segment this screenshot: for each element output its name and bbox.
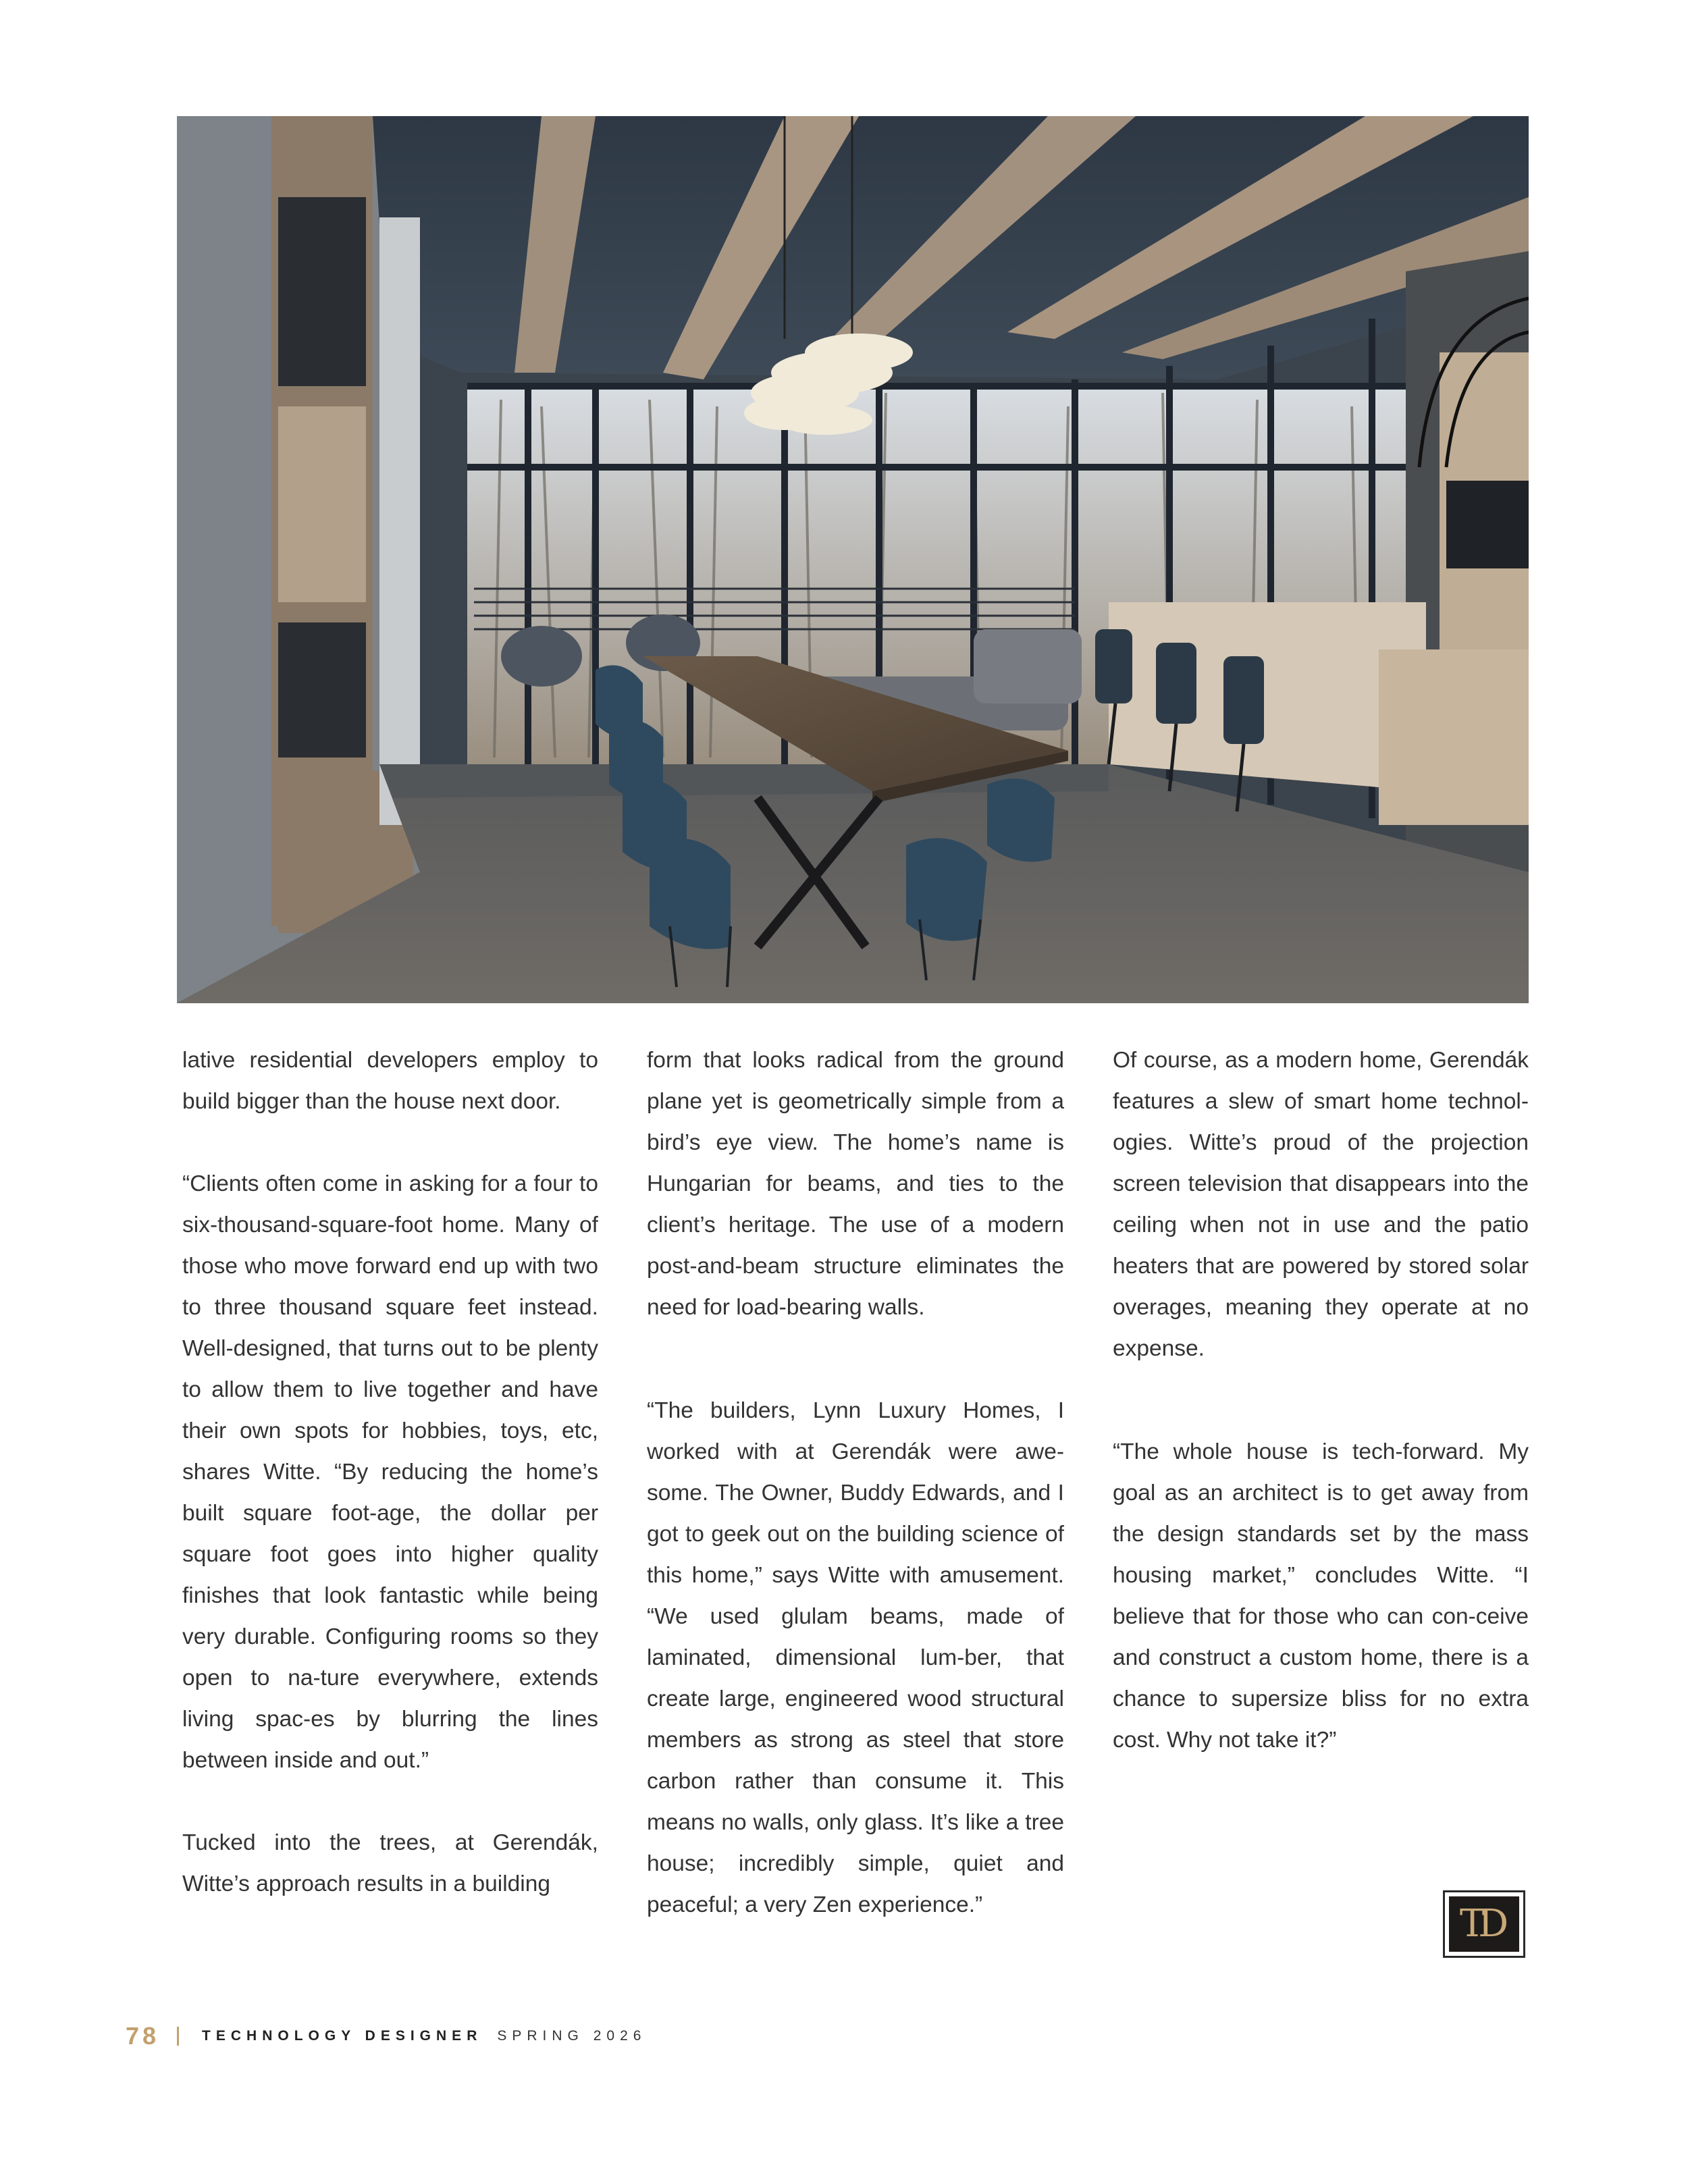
magazine-name: TECHNOLOGY DESIGNER <box>202 2028 483 2044</box>
logo-text: TD <box>1459 1902 1502 1946</box>
dining-room-photo <box>177 116 1529 1003</box>
article-column-3 <box>1113 1040 1529 1761</box>
page-number: 78 <box>126 2022 160 2050</box>
paragraph: “The whole house is tech-forward. My goal as an architect is to get away from the design standards set by the mass housing market,” concludes Witte. “I believe that for those who can con-ceive and construct a custom home, there is a chance to supersize bliss for no extra cost. Why not take it?” <box>1113 1439 1529 1753</box>
paragraph: “Clients often come in asking for a four to six-thousand-square-foot home. Many of those who move forward end up with two to three thousand square feet instead. Well-designed, that turns out to be plenty to allow them to live together and have their own spots for hobbies, toys, etc, shares Witte. “By reducing the home’s built square foot-age, the dollar per square foot goes into higher quality finishes that look fantastic while being very durable. Configuring rooms so they open to na-ture everywhere, extends living spac-es by blurring the lines between inside and out.” <box>182 1171 598 1773</box>
td-logo <box>1443 1890 1525 1958</box>
paragraph: lative residential developers employ to build bigger than the house next door. <box>182 1048 598 1114</box>
interior-illustration <box>177 116 1529 1003</box>
paragraph: Of course, as a modern home, Gerendák features a slew of smart home technol-ogies. Witte’s proud of the projection screen television that disappears into the ceiling when not in use and the patio heaters that are powered by stored solar overages, meaning they operate at no expense. <box>1113 1048 1529 1361</box>
article-column-2 <box>647 1040 1064 1925</box>
paragraph: form that looks radical from the ground plane yet is geometrically simple from a bird’s eye view. The home’s name is Hungarian for beams, and ties to the client’s heritage. The use of a modern post-and-beam structure eliminates the need for load-bearing walls. <box>647 1048 1064 1320</box>
paragraph: Tucked into the trees, at Gerendák, Witte’s approach results in a building <box>182 1830 598 1896</box>
issue-label: SPRING 2026 <box>497 2028 647 2044</box>
article-column-1 <box>182 1040 598 1905</box>
footer-divider <box>177 2027 179 2046</box>
paragraph: “The builders, Lynn Luxury Homes, I worked with at Gerendák were awe-some. The Owner, Buddy Edwards, and I got to geek out on the building science of this home,” says Witte with amusement. “We used glulam beams, made of laminated, dimensional lum-ber, that create large, engineered wood structural members as strong as steel that store carbon rather than consume it. This means no walls, only glass. It’s like a tree house; incredibly simple, quiet and peaceful; a very Zen experience.” <box>647 1398 1064 1917</box>
logo-mark <box>1449 1896 1519 1952</box>
page-footer <box>126 2020 646 2052</box>
